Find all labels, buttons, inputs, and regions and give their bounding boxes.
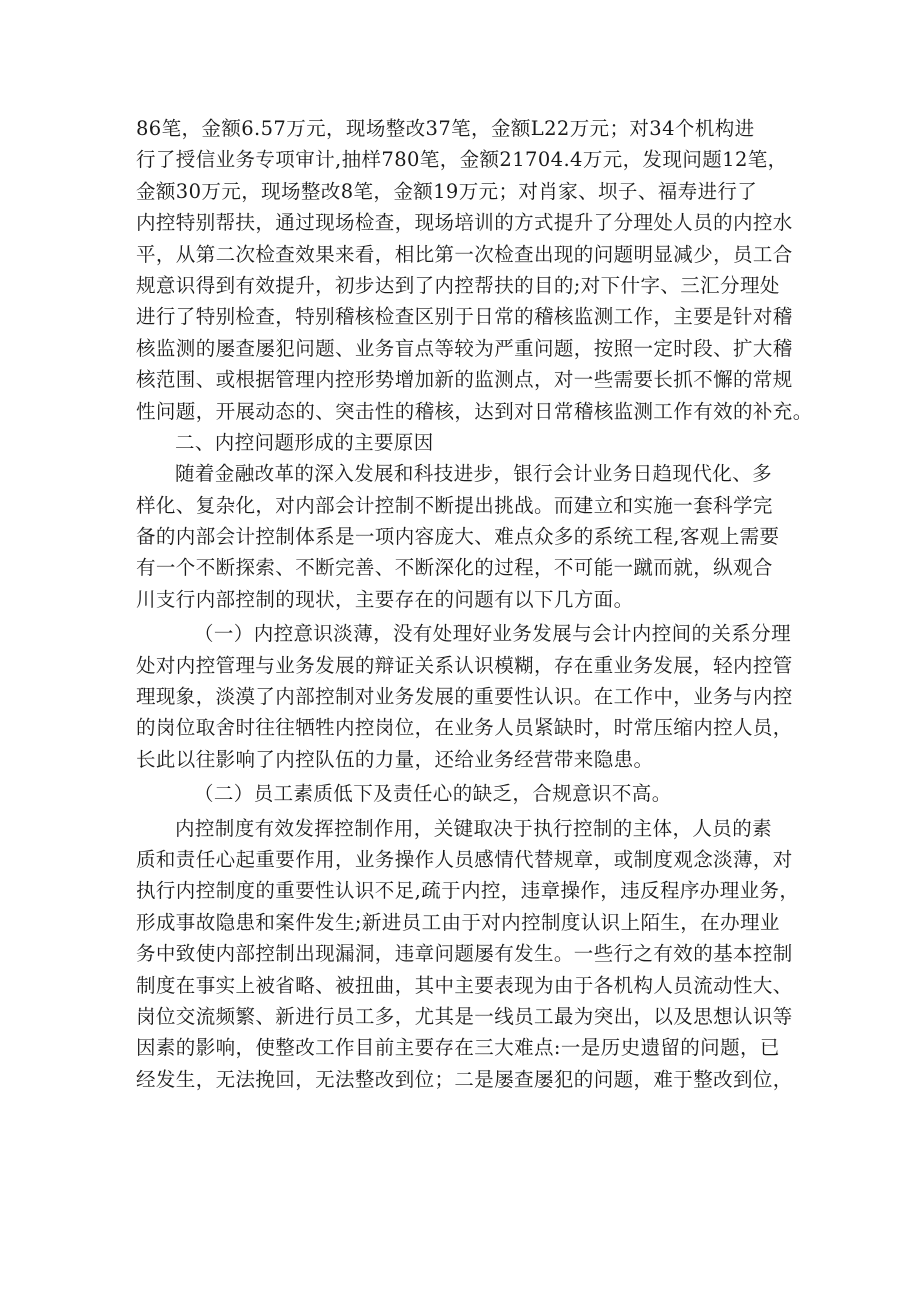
text-line: 内控制度有效发挥控制作用，关键取决于执行控制的主体，人员的素 [175, 816, 773, 840]
text-line: 执行内控制度的重要性认识不足,疏于内控，违章操作，违反程序办理业务， [136, 879, 800, 903]
text-line: 金额30万元，现场整改8笔，金额19万元；对肖家、坝子、福寿进行了 [136, 179, 758, 203]
text-line: 样化、复杂化，对内部会计控制不断提出挑战。而建立和实施一套科学完 [136, 493, 773, 517]
text-line: 内控特别帮扶，通过现场检查，现场培训的方式提升了分理处人员的内控水 [136, 211, 793, 235]
text-line: 川支行内部控制的现状，主要存在的问题有以下几方面。 [136, 587, 634, 611]
text-line: 性问题，开展动态的、突击性的稽核，达到对日常稽核监测工作有效的补充。 [136, 399, 813, 423]
text-line: 质和责任心起重要作用，业务操作人员感情代替规章，或制度观念淡薄，对 [136, 847, 793, 871]
text-line: 86笔，金额6.57万元，现场整改37笔，金额L22万元；对34个机构进 [136, 117, 755, 140]
text-line: 岗位交流频繁、新进行员工多，尤其是一线员工最为突出，以及思想认识等 [136, 1004, 793, 1028]
text-line: 的岗位取舍时往往牺牲内控岗位，在业务人员紧缺时，时常压缩内控人员， [136, 716, 793, 740]
text-line: 务中致使内部控制出现漏洞，违章问题屡有发生。一些行之有效的基本控制 [136, 942, 793, 966]
text-line: 行了授信业务专项审计,抽样780笔，金额21704.4万元，发现问题12笔， [136, 148, 788, 172]
text-line: 长此以往影响了内控队伍的力量，还给业务经营带来隐患。 [136, 747, 654, 771]
text-line: 备的内部会计控制体系是一项内容庞大、难点众多的系统工程,客观上需要 [136, 525, 780, 549]
text-line: 进行了特别检查，特别稽核检查区别于日常的稽核监测工作，主要是针对稽 [136, 305, 793, 329]
text-line: 因素的影响，使整改工作目前主要存在三大难点:一是历史遗留的问题，已 [136, 1036, 780, 1060]
text-line: 规意识得到有效提升，初步达到了内控帮扶的目的;对下什字、三汇分理处 [136, 273, 780, 297]
text-line: 随着金融改革的深入发展和科技进步，银行会计业务日趋现代化、多 [175, 462, 773, 486]
text-line: 理现象，淡漠了内部控制对业务发展的重要性认识。在工作中，业务与内控 [136, 685, 793, 709]
text-line: 核监测的屡查屡犯问题、业务盲点等较为严重问题，按照一定时段、扩大稽 [136, 336, 793, 360]
subsection-heading: （一）内控意识淡薄，没有处理好业务发展与会计内控间的关系分理 [194, 622, 792, 646]
text-line: 核范围、或根据管理内控形势增加新的监测点，对一些需要长抓不懈的常规 [136, 368, 793, 392]
text-line: 有一个不断探索、不断完善、不断深化的过程，不可能一蹴而就，纵观合 [136, 556, 773, 580]
section-heading: 二、内控问题形成的主要原因 [175, 430, 434, 454]
text-line: 经发生，无法挽回，无法整改到位；二是屡查屡犯的问题，难于整改到位， [136, 1067, 793, 1091]
text-line: 平，从第二次检查效果来看，相比第一次检查出现的问题明显减少，员工合 [136, 242, 793, 266]
text-line: 处对内控管理与业务发展的辩证关系认识模糊，存在重业务发展，轻内控管 [136, 653, 793, 677]
subsection-heading: （二）员工素质低下及责任心的缺乏，合规意识不高。 [194, 782, 672, 806]
text-line: 制度在事实上被省略、被扭曲，其中主要表现为由于各机构人员流动性大、 [136, 973, 793, 997]
document-body [136, 113, 813, 1095]
text-line: 形成事故隐患和案件发生;新进员工由于对内控制度认识上陌生，在办理业 [136, 910, 780, 934]
